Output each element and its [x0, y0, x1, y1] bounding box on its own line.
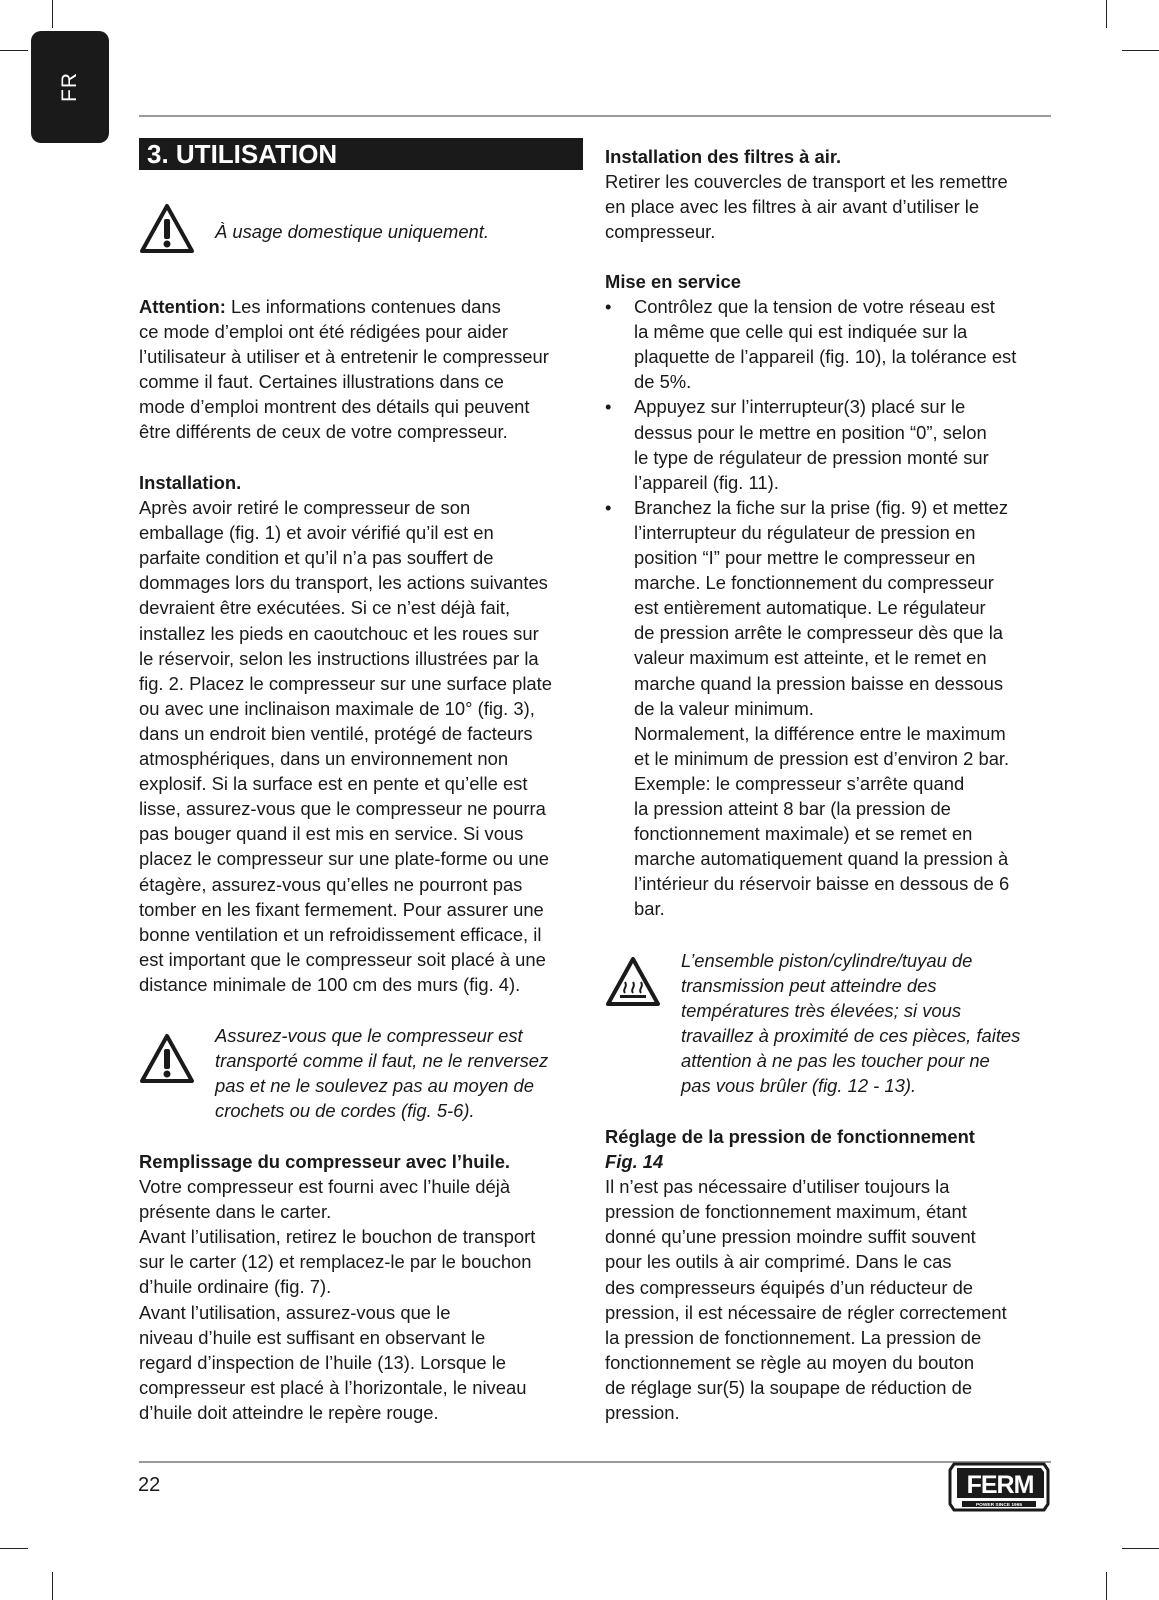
- attention-line: l’utilisateur à utiliser et à entretenir le compresseur: [139, 346, 549, 368]
- installation-section: [139, 470, 587, 997]
- crop-mark: [52, 1572, 53, 1600]
- transport-warning-line: transporté comme il faut, ne le renversez: [215, 1050, 549, 1072]
- page-number: 22: [138, 1474, 161, 1496]
- attention-line: ce mode d’emploi ont été rédigées pour aider: [139, 321, 509, 343]
- bullet-line: bar.: [634, 898, 665, 920]
- pressure-line: pression, il est nécessaire de régler correctement: [605, 1301, 1007, 1323]
- bullet-line: de la valeur minimum.: [634, 697, 814, 719]
- hot-warning-line: pas vous brûler (fig. 12 - 13).: [681, 1075, 917, 1097]
- hot-surface-icon: [605, 955, 661, 1007]
- warning-icon: [139, 202, 195, 254]
- bullet-line: marche quand la pression baisse en dessous: [634, 672, 1004, 694]
- installation-line: emballage (fig. 1) et avoir vérifié qu’il est en: [139, 522, 494, 544]
- bullet-item: [605, 394, 1055, 494]
- oil-line: niveau d’huile est suffisant en observant le: [139, 1326, 486, 1348]
- logo-text: FERM: [966, 1471, 1034, 1499]
- top-rule: [139, 115, 1051, 117]
- ferm-logo: [948, 1462, 1050, 1512]
- transport-warning-line: crochets ou de cordes (fig. 5-6).: [215, 1100, 475, 1122]
- bullet-line: de 5%.: [634, 371, 692, 393]
- pressure-line: donné qu’une pression moindre suffit souvent: [605, 1226, 976, 1248]
- pressure-section: [605, 1124, 1055, 1425]
- oil-line: regard d’inspection de l’huile (13). Lorsque le: [139, 1351, 507, 1373]
- filters-line: en place avec les filtres à air avant d’utiliser le: [605, 196, 980, 218]
- hot-warning-line: températures très élevées; si vous: [681, 1000, 962, 1022]
- bullet-line: fonctionnement maximale) et se remet en: [634, 823, 973, 845]
- installation-line: distance minimale de 100 cm des murs (fig. 4).: [139, 973, 521, 995]
- pressure-line: de réglage sur(5) la soupape de réduction de: [605, 1376, 973, 1398]
- installation-line: ou avec une inclinaison maximale de 10° (fig. 3),: [139, 697, 535, 719]
- oil-line: d’huile doit atteindre le repère rouge.: [139, 1401, 439, 1423]
- logo-tagline: POWER SINCE 1965: [975, 1503, 1023, 1508]
- language-label: FR: [58, 72, 81, 102]
- service-heading: Mise en service: [605, 271, 741, 292]
- pressure-line: fonctionnement se règle au moyen du bouton: [605, 1351, 975, 1373]
- attention-label: Attention:: [139, 296, 226, 317]
- attention-paragraph: [139, 294, 587, 445]
- crop-mark: [0, 1548, 28, 1549]
- bullet-line: l’appareil (fig. 11).: [634, 471, 779, 493]
- crop-mark: [0, 50, 28, 51]
- filters-section: [605, 144, 1055, 244]
- section-title: 3. UTILISATION: [139, 138, 583, 170]
- bullet-line: dessus pour le mettre en position “0”, selon: [634, 421, 987, 443]
- bullet-line: • Appuyez sur l’interrupteur(3) placé sur le: [634, 396, 966, 418]
- attention-line: comme il faut. Certaines illustrations dans ce: [139, 371, 504, 393]
- bullet-line: Exemple: le compresseur s’arrête quand: [634, 772, 965, 794]
- pressure-line: Il n’est pas nécessaire d’utiliser toujours la: [605, 1176, 950, 1198]
- installation-line: parfaite condition et qu’il n’a pas souffert de: [139, 547, 494, 569]
- oil-line: Votre compresseur est fourni avec l’huile déjà: [139, 1176, 511, 1198]
- bullet-line: la même que celle qui est indiquée sur la: [634, 321, 968, 343]
- installation-line: le réservoir, selon les instructions illustrées par la: [139, 647, 539, 669]
- installation-line: fig. 2. Placez le compresseur sur une surface plate: [139, 672, 552, 694]
- bullet-line: • Branchez la fiche sur la prise (fig. 9) et mettez: [634, 496, 1009, 518]
- pressure-line: la pression de fonctionnement. La pression de: [605, 1326, 982, 1348]
- bottom-rule: [139, 1461, 1051, 1463]
- bullet-line: l’intérieur du réservoir baisse en dessous de 6: [634, 873, 1010, 895]
- pressure-line: pression.: [605, 1402, 680, 1424]
- oil-line: sur le carter (12) et remplacez-le par le bouchon: [139, 1251, 532, 1273]
- crop-mark: [1122, 50, 1159, 51]
- filters-heading: Installation des filtres à air.: [605, 146, 842, 167]
- installation-line: dommages lors du transport, les actions suivantes: [139, 572, 548, 594]
- crop-mark: [1106, 0, 1107, 28]
- bullet-line: • Contrôlez que la tension de votre réseau est: [634, 296, 995, 318]
- crop-mark: [1122, 1548, 1159, 1549]
- installation-line: dans un endroit bien ventilé, protégé de facteurs: [139, 722, 533, 744]
- installation-line: est important que le compresseur soit placé à une: [139, 948, 546, 970]
- crop-mark: [52, 0, 53, 28]
- installation-line: devraient être exécutées. Si ce n’est déjà fait,: [139, 597, 511, 619]
- domestic-warning: À usage domestique uniquement.: [215, 221, 490, 242]
- installation-heading: Installation.: [139, 472, 242, 493]
- oil-line: Avant l’utilisation, retirez le bouchon de transport: [139, 1226, 536, 1248]
- bullet-line: et le minimum de pression est d’environ 2 bar.: [634, 747, 1010, 769]
- oil-line: présente dans le carter.: [139, 1201, 332, 1223]
- pressure-heading: Réglage de la pression de fonctionnement: [605, 1126, 975, 1147]
- bullet-line: de pression arrête le compresseur dès que la: [634, 622, 1004, 644]
- pressure-line: des compresseurs équipés d’un réducteur de: [605, 1276, 974, 1298]
- warning-icon: [139, 1032, 195, 1084]
- bullet-line: le type de régulateur de pression monté sur: [634, 446, 989, 468]
- installation-line: lisse, assurez-vous que le compresseur ne pourra: [139, 798, 546, 820]
- installation-line: placez le compresseur sur une plate-forme ou une: [139, 848, 549, 870]
- hot-warning-line: attention à ne pas les toucher pour ne: [681, 1050, 990, 1072]
- bullet-line: marche automatiquement quand la pression à: [634, 848, 1009, 870]
- language-tab: [31, 31, 109, 143]
- bullet-line: la pression atteint 8 bar (la pression de: [634, 797, 951, 819]
- attention-line: mode d’emploi montrent des détails qui peuvent: [139, 396, 530, 418]
- pressure-line: pression de fonctionnement maximum, étant: [605, 1201, 967, 1223]
- hot-warning-line: travaillez à proximité de ces pièces, faites: [681, 1025, 1021, 1047]
- transport-warning-line: pas et ne le soulevez pas au moyen de: [215, 1075, 534, 1097]
- oil-line: Avant l’utilisation, assurez-vous que le: [139, 1301, 451, 1323]
- bullet-item: [605, 294, 1055, 394]
- hot-warning-line: L’ensemble piston/cylindre/tuyau de: [681, 950, 973, 971]
- pressure-line: pour les outils à air comprimé. Dans le cas: [605, 1251, 952, 1273]
- bullet-line: plaquette de l’appareil (fig. 10), la tolérance est: [634, 346, 1017, 368]
- hot-surface-warning: [681, 948, 1020, 1099]
- installation-line: tomber en les fixant fermement. Pour assurer une: [139, 898, 544, 920]
- transport-warning-line: Assurez-vous que le compresseur est: [215, 1025, 523, 1046]
- attention-line: être différents de ceux de votre compresseur.: [139, 421, 508, 443]
- oil-heading: Remplissage du compresseur avec l’huile.: [139, 1151, 511, 1172]
- transport-warning: [215, 1023, 548, 1123]
- pressure-fig-ref: Fig. 14: [605, 1151, 664, 1173]
- bullet-line: l’interrupteur du régulateur de pression en: [634, 521, 976, 543]
- hot-warning-line: transmission peut atteindre des: [681, 975, 937, 997]
- bullet-item: [605, 495, 1055, 922]
- installation-line: étagère, assurez-vous qu’elles ne pourront pas: [139, 873, 523, 895]
- oil-line: compresseur est placé à l’horizontale, le niveau: [139, 1376, 527, 1398]
- bullet-line: valeur maximum est atteinte, et le remet en: [634, 647, 987, 669]
- service-section: [605, 269, 1055, 921]
- oil-line: d’huile ordinaire (fig. 7).: [139, 1276, 332, 1298]
- bullet-line: position “I” pour mettre le compresseur en: [634, 547, 976, 569]
- installation-line: bonne ventilation et un refroidissement efficace, il: [139, 923, 542, 945]
- bullet-line: Normalement, la différence entre le maximum: [634, 722, 1006, 744]
- installation-line: atmosphériques, dans un environnement non: [139, 748, 509, 770]
- filters-line: compresseur.: [605, 221, 716, 243]
- bullet-line: est entièrement automatique. Le régulateur: [634, 597, 986, 619]
- installation-line: explosif. Si la surface est en pente et qu’elle est: [139, 773, 528, 795]
- attention-line: Les informations contenues dans: [225, 296, 501, 317]
- bullet-line: marche. Le fonctionnement du compresseur: [634, 572, 994, 594]
- crop-mark: [1106, 1572, 1107, 1600]
- installation-line: installez les pieds en caoutchouc et les roues sur: [139, 622, 539, 644]
- oil-section: [139, 1149, 587, 1425]
- installation-line: pas bouger quand il est mis en service. Si vous: [139, 823, 524, 845]
- installation-line: Après avoir retiré le compresseur de son: [139, 497, 471, 519]
- filters-line: Retirer les couvercles de transport et les remettre: [605, 171, 1008, 193]
